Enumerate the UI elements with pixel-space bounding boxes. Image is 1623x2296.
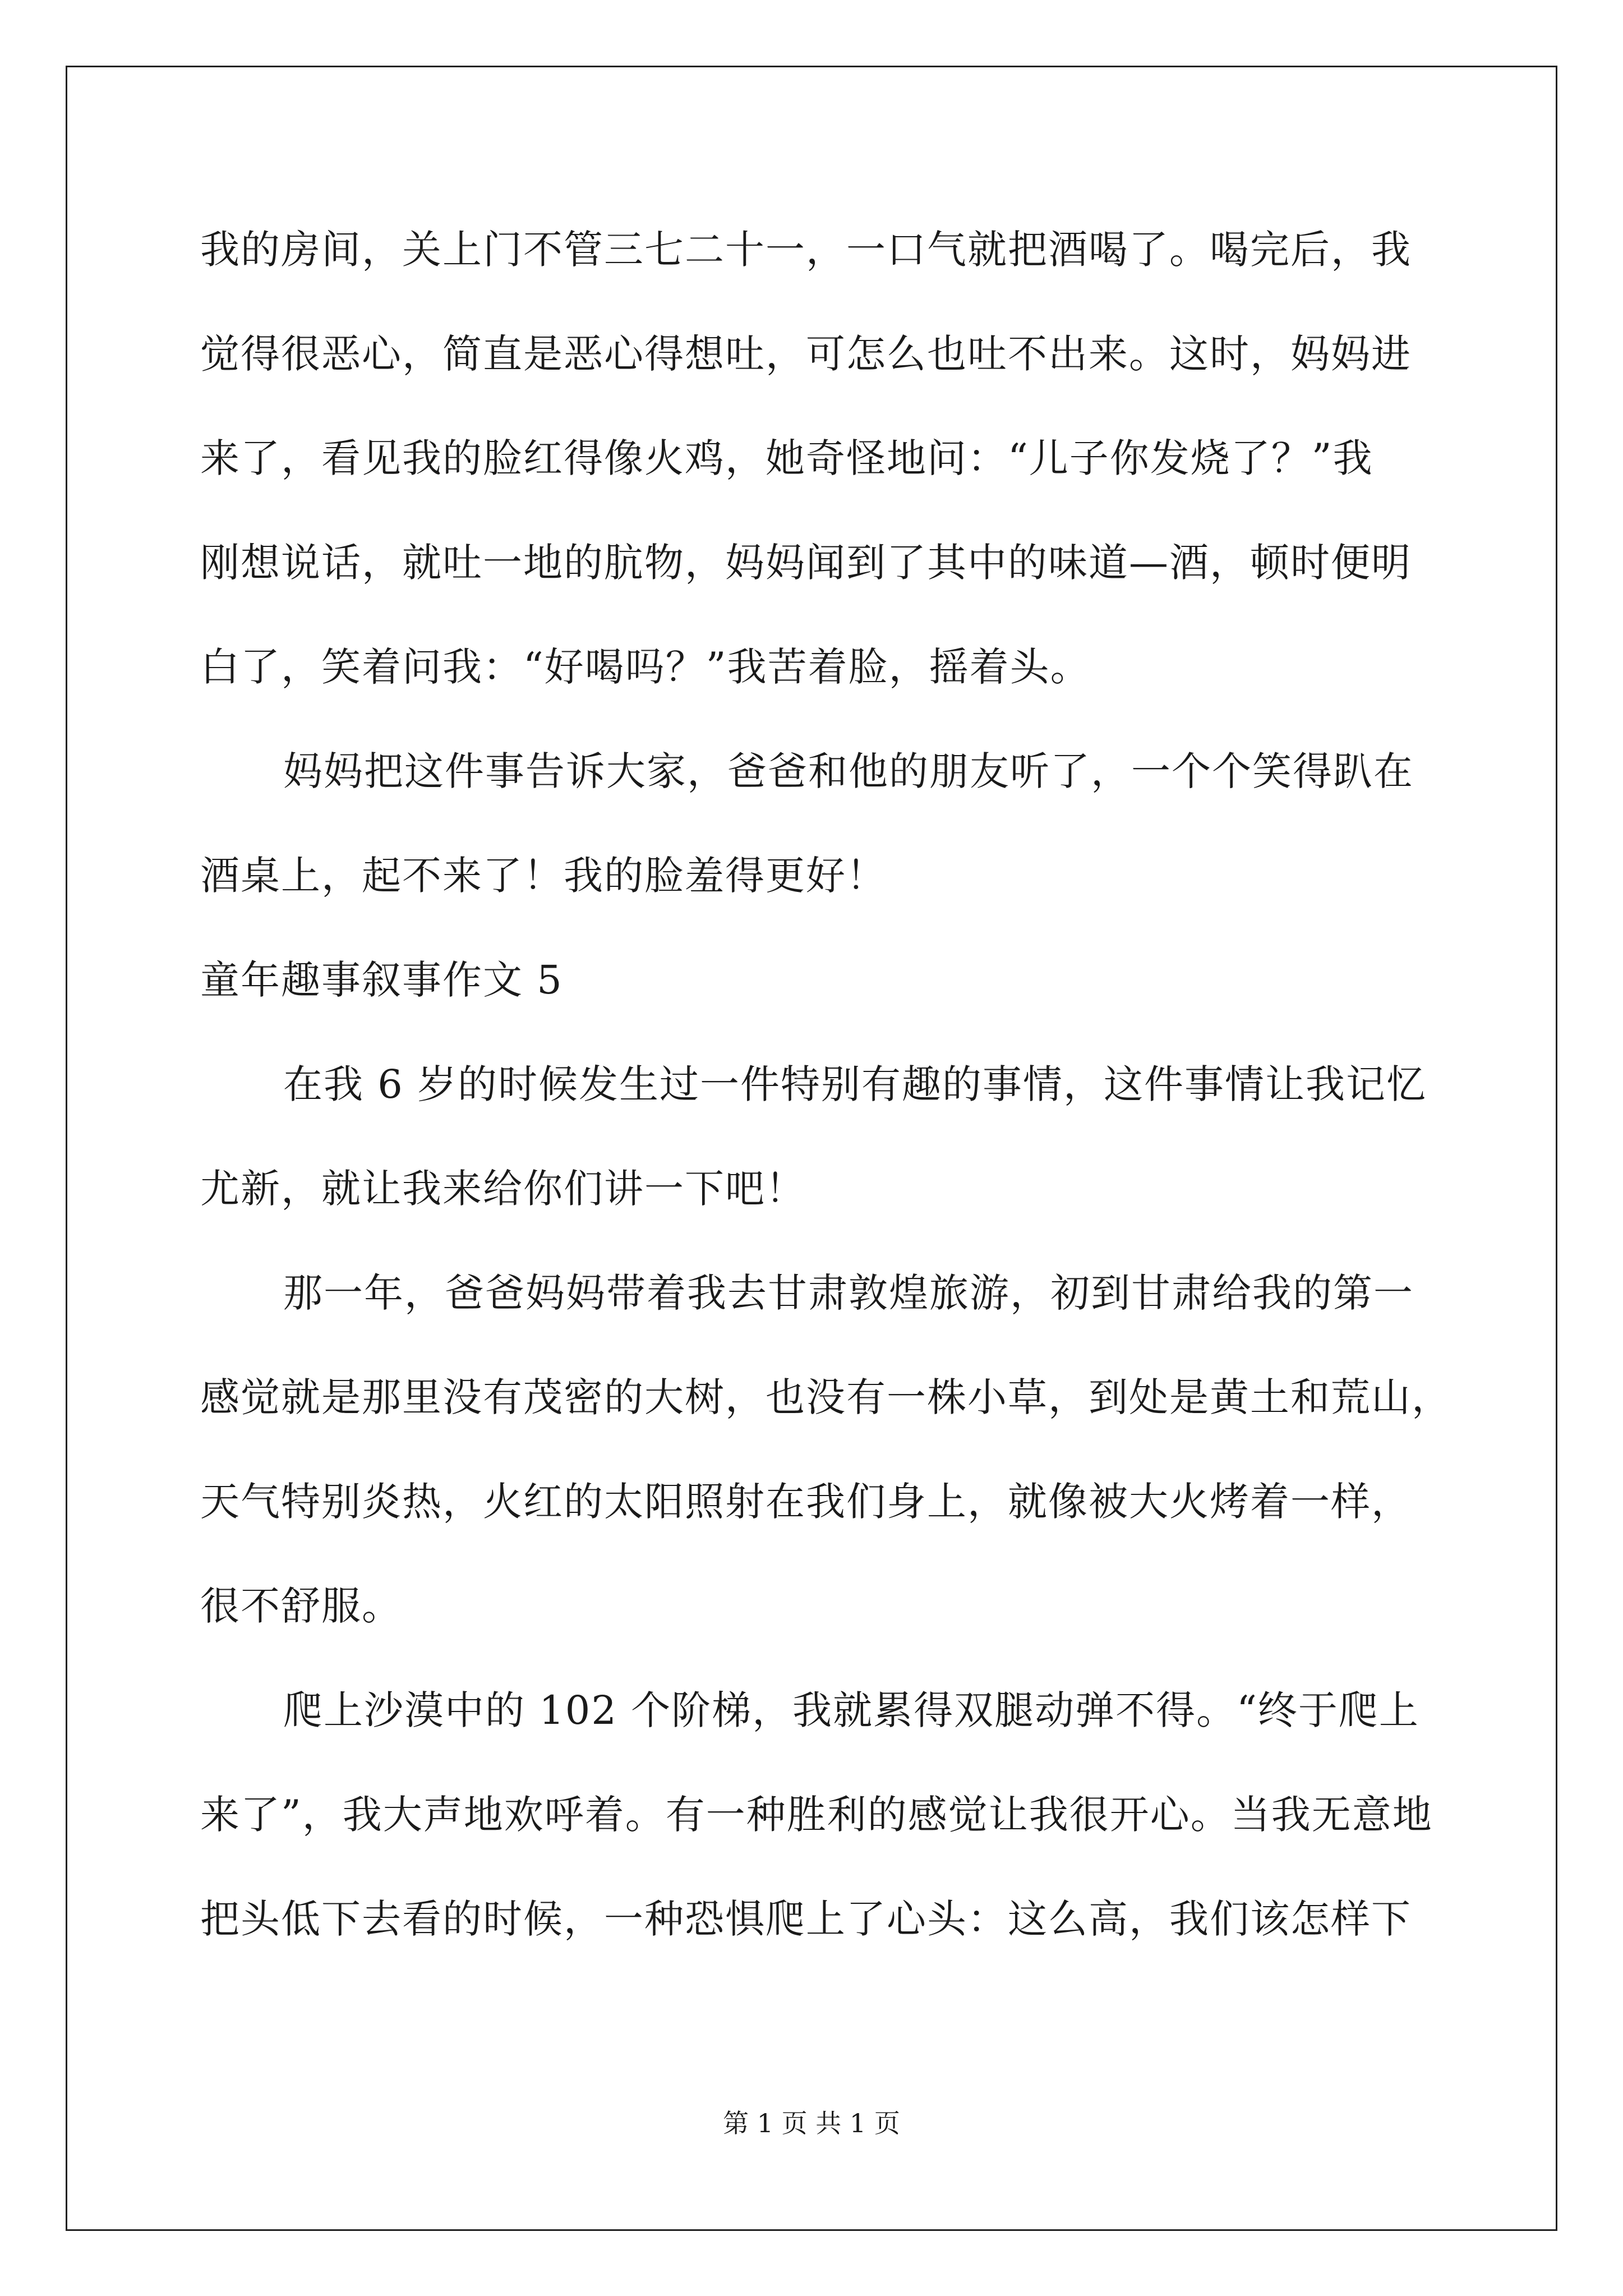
- text-line: 酒桌上，起不来了！我的脸羞得更好！: [200, 853, 887, 899]
- text-line: 很不舒服。: [200, 1583, 402, 1629]
- text-line: 天气特别炎热，火红的太阳照射在我们身上，就像被大火烤着一样，: [200, 1479, 1412, 1525]
- page-footer: 第 1 页 共 1 页: [723, 2108, 900, 2138]
- text-line: 感觉就是那里没有茂密的大树，也没有一株小草，到处是黄土和荒山，: [200, 1374, 1452, 1420]
- paragraph-first-line: 那一年，爸爸妈妈带着我去甘肃敦煌旅游，初到甘肃给我的第一: [283, 1270, 1414, 1316]
- paragraph-first-line: 在我 6 岁的时候发生过一件特别有趣的事情，这件事情让我记忆: [283, 1061, 1427, 1107]
- text-line: 刚想说话，就吐一地的肮物，妈妈闻到了其中的味道—酒，顿时便明: [200, 540, 1412, 586]
- text-line: 我的房间，关上门不管三七二十一，一口气就把酒喝了。喝完后，我: [200, 227, 1412, 273]
- text-line: 觉得很恶心，简直是恶心得想吐，可怎么也吐不出来。这时，妈妈进: [200, 331, 1412, 377]
- paragraph-first-line: 爬上沙漠中的 102 个阶梯，我就累得双腿动弹不得。“终于爬上: [283, 1687, 1419, 1733]
- section-heading: 童年趣事叙事作文 5: [200, 957, 563, 1003]
- paragraph-first-line: 妈妈把这件事告诉大家，爸爸和他的朋友听了，一个个笑得趴在: [283, 748, 1414, 794]
- text-line: 来了，看见我的脸红得像火鸡，她奇怪地问：“儿子你发烧了？”我: [200, 435, 1373, 481]
- text-line: 尤新，就让我来给你们讲一下吧！: [200, 1166, 806, 1212]
- text-line: 来了”，我大声地欢呼着。有一种胜利的感觉让我很开心。当我无意地: [200, 1792, 1433, 1838]
- text-line: 把头低下去看的时候，一种恐惧爬上了心头：这么高，我们该怎样下: [200, 1896, 1412, 1942]
- text-line: 白了，笑着问我：“好喝吗？”我苦着脸，摇着头。: [200, 644, 1091, 690]
